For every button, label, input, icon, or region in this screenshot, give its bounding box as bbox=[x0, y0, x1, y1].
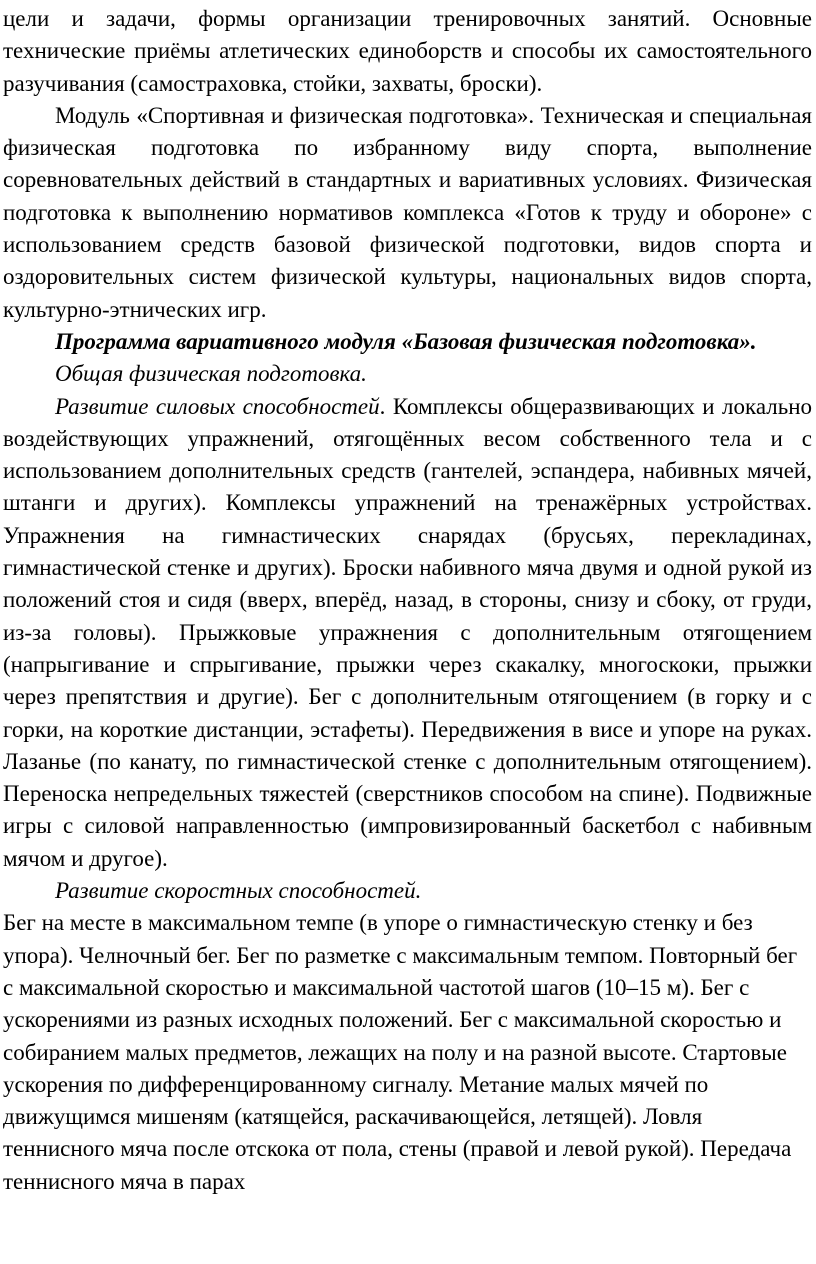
section-heading: Программа вариативного модуля «Базовая физическая подготовка». bbox=[55, 328, 757, 354]
strength-lead: Развитие силовых способностей bbox=[55, 393, 380, 419]
section-subheading: Общая физическая подготовка. bbox=[55, 361, 367, 387]
paragraph-goals: цели и задачи, формы организации тренировочных занятий. Основные технические приёмы атлетических единоборств и способы их самостоятельного разучивания (самостраховка, стойки, захваты, броски). bbox=[3, 6, 812, 96]
paragraph-sport-module: Модуль «Спортивная и физическая подготовка». Техническая и специальная физическая подготовка по избранному виду спорта, выполнение соревновательных действий в стандартных и вариативных условиях. Физическая подготовка к выполнению нормативов комплекса «Готов к труду и обороне» с использованием средств базовой физической подготовки, видов спорта и оздоровительных систем физической культуры, национальных видов спорта, культурно-этнических игр. bbox=[3, 102, 812, 322]
strength-text: . Комплексы общеразвивающих и локально воздействующих упражнений, отягощённых весом собственного тела и с использованием дополнительных средств (гантелей, эспандера, набивных мячей, штанги и других). Комплексы упражнений на тренажёрных устройствах. Упражнения на гимнастических снарядах (брусьях, перекладинах, гимнастической стенке и других). Броски набивного мяча двумя и одной рукой из положений стоя и сидя (вверх, вперёд, назад, в стороны, снизу и сбоку, от груди, из-за головы). Прыжковые упражнения с дополнительным отягощением (напрыгивание и спрыгивание, прыжки через скакалку, многоскоки, прыжки через препятствия и другие). Бег с дополнительным отягощением (в горку и с горки, на короткие дистанции, эстафеты). Передвижения в висе и упоре на руках. Лазанье (по канату, по гимнастической стенке с дополнительным отягощением). Переноска непредельных тяжестей (сверстников способом на спине). Подвижные игры с силовой направленностью (импровизированный баскетбол с набивным мячом и другое). bbox=[3, 393, 813, 871]
paragraph-speed: Бег на месте в максимальном темпе (в упоре о гимнастическую стенку и без упора). Челночный бег. Бег по разметке с максимальным темпом. Повторный бег с максимальной скоростью и максимальной частотой шагов (10–15 м). Бег с ускорениями из разных исходных положений. Бег с максимальной скоростью и собиранием малых предметов, лежащих на полу и на разной высоте. Стартовые ускорения по дифференцированному сигналу. Метание малых мячей по движущимся мишеням (катящейся, раскачивающейся, летящей). Ловля теннисного мяча после отскока от пола, стены (правой и левой рукой). Передача теннисного мяча в парах bbox=[3, 910, 798, 1194]
speed-subheading: Развитие скоростных способностей. bbox=[55, 878, 422, 904]
paragraph-strength bbox=[3, 391, 812, 875]
